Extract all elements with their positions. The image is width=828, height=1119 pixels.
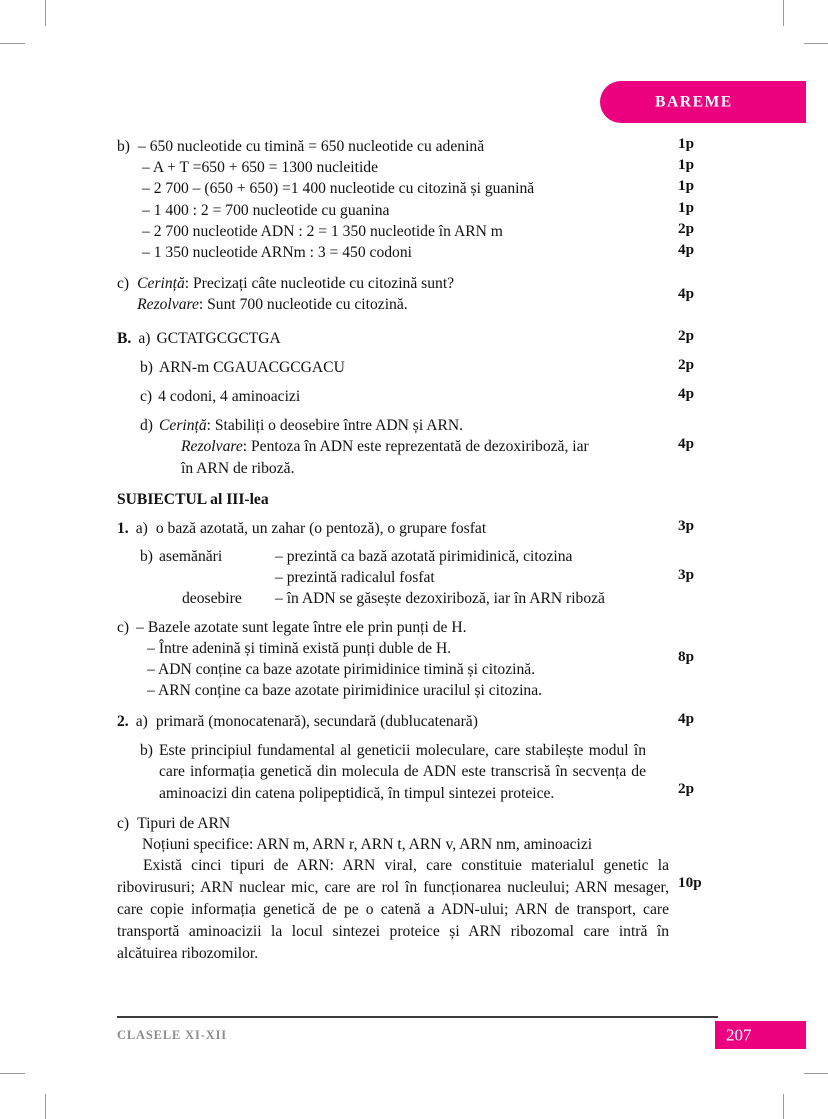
block-B-item-c-text: 4 codoni, 4 aminoacizi	[158, 388, 301, 406]
item1-c-line-2: – ADN conține ca baze azotate pirimidinice timină și citozină.	[147, 661, 536, 679]
item1-b-sub1: – prezintă ca bază azotată pirimidinică, citozina	[275, 548, 573, 566]
item2-a-text: primară (monocatenară), secundară (dublucatenară)	[155, 713, 478, 731]
block-c-cerinta	[117, 273, 700, 315]
block-b-text-2: – 2 700 – (650 + 650) =1 400 nucleotide cu citozină și guanină	[142, 180, 535, 198]
item1-b	[117, 546, 700, 610]
block-b-text-4: – 2 700 nucleotide ADN : 2 = 1 350 nucleotide în ARN m	[142, 222, 503, 240]
crop-mark-top-right-horizontal	[804, 43, 828, 44]
crop-mark-bottom-left-horizontal	[0, 1073, 25, 1074]
block-c-cerinta-label: Cerință	[137, 275, 185, 293]
item1-number: 1.	[117, 519, 129, 537]
block-B-item-d	[117, 415, 700, 479]
item1-b-mark: 3p	[678, 566, 695, 584]
crop-mark-bottom-left-vertical	[45, 1094, 46, 1119]
block-B-item-d-tag: d)	[140, 417, 153, 435]
block-b-mark-1: 1p	[678, 156, 695, 174]
block-b-text-0: – 650 nucleotide cu timină = 650 nucleotide cu adenină	[138, 138, 485, 155]
block-B-item-b-mark: 2p	[678, 355, 695, 373]
item1-a-mark: 3p	[678, 516, 695, 534]
block-b-mark-5: 4p	[678, 241, 695, 259]
block-b-line-4	[117, 221, 700, 242]
block-B-item-d-rezolvare-text: : Pentoza în ADN este reprezentată de dezoxiriboză, iar	[242, 438, 589, 456]
item2-a-mark: 4p	[678, 710, 695, 728]
block-c-rezolvare-label: Rezolvare	[137, 296, 199, 314]
item1-a-tag: a)	[135, 519, 148, 537]
footer-divider	[117, 1016, 718, 1018]
item2-b	[117, 740, 700, 805]
item1-c-line-1: – Între adenină și timină există punți duble de H.	[147, 639, 452, 657]
block-b-mark-3: 1p	[678, 198, 695, 216]
block-b-line-1	[117, 157, 700, 178]
item1-a	[117, 518, 700, 539]
answer-key-content	[117, 136, 700, 964]
item2-c-notiuni: Noțiuni specifice: ARN m, ARN r, ARN t, ARN v, ARN nm, aminoacizi	[142, 836, 593, 854]
item1-c-tag: c)	[117, 618, 130, 636]
item2-a-tag: a)	[135, 713, 148, 731]
block-B-item-d-rezolvare-text2: în ARN de riboză.	[181, 459, 295, 477]
block-B-item-d-cerinta-label: Cerință	[159, 417, 207, 435]
block-B-item-c-tag: c)	[140, 388, 153, 406]
page-number: 207	[726, 1025, 752, 1045]
block-c-cerinta-text: : Precizați câte nucleotide cu citozină sunt?	[184, 275, 455, 293]
block-b-line-3	[117, 200, 700, 221]
item1-a-text: o bază azotată, un zahar (o pentoză), o grupare fosfat	[155, 519, 487, 537]
block-b-text-1: – A + T =650 + 650 = 1300 nucleitide	[142, 159, 379, 177]
item2-c-title: Tipuri de ARN	[137, 815, 231, 833]
item1-c-line-3: – ARN conține ca baze azotate pirimidinice uracilul și citozina.	[147, 682, 543, 700]
block-b-text-5: – 1 350 nucleotide ARNm : 3 = 450 codoni	[142, 244, 412, 262]
block-B-item-d-rezolvare-label: Rezolvare	[181, 438, 243, 456]
block-B-item-a-tag: a)	[138, 329, 151, 347]
item2-b-text: Este principiul fundamental al geneticii moleculare, care stabilește modul în care informația genetică din molecula de ADN este transcrisă în secvența de aminoacizi din catena polipeptidică, în timpul sintezei proteice.	[159, 741, 646, 803]
block-B-item-d-cerinta-text: : Stabiliți o deosebire între ADN și ARN.	[206, 417, 464, 435]
block-b-mark-2: 1p	[678, 177, 695, 195]
bareme-banner	[600, 81, 806, 123]
crop-mark-bottom-right-horizontal	[804, 1073, 828, 1074]
item2-c-paragraph: Există cinci tipuri de ARN: ARN viral, care constituie materialul genetic la ribovirusuri; ARN nuclear mic, care are rol în funcționarea nucleului; ARN mesager, care copie informația genetică de pe o catenă a ADN-ului; ARN de transport, care transportă aminoacizii la locul sintezei proteice și ARN ribozomal care intră în alcătuirea ribozomilor.	[117, 857, 669, 962]
subject-heading: SUBIECTUL al III-lea	[117, 490, 269, 508]
block-c-tag: c)	[117, 275, 130, 293]
item1-c-mark: 8p	[678, 647, 695, 665]
subject-heading-row	[117, 489, 700, 510]
item2-c	[117, 813, 700, 964]
block-B-item-b-text: ARN-m CGAUACGCGACU	[159, 358, 345, 376]
block-B-item-c-mark: 4p	[678, 385, 695, 403]
block-b-line-2	[117, 178, 700, 199]
block-B-item-c	[117, 386, 700, 407]
block-B-item-d-mark: 4p	[678, 435, 695, 453]
crop-mark-top-right-vertical	[783, 0, 784, 26]
block-B-item-a	[117, 328, 700, 349]
block-b-text-3: – 1 400 : 2 = 700 nucleotide cu guanina	[142, 201, 390, 219]
item1-b-label-deosebire: deosebire	[182, 590, 242, 608]
block-B-item-b-tag: b)	[140, 358, 153, 376]
item1-b-label-asemanari: asemănări	[159, 548, 223, 566]
item2-number: 2.	[117, 713, 129, 731]
block-b-mark-4: 2p	[678, 219, 695, 237]
footer-classes-label: CLASELE XI-XII	[117, 1028, 228, 1042]
item2-b-mark: 2p	[678, 779, 695, 797]
block-B-item-a-mark: 2p	[678, 326, 695, 344]
bareme-banner-label: BAREME	[655, 93, 733, 111]
block-c-rezolvare-text: : Sunt 700 nucleotide cu citozină.	[198, 296, 408, 314]
block-b-tag: b)	[117, 138, 130, 155]
block-B-item-b	[117, 357, 700, 378]
block-B-item-a-text: GCTATGCGCTGA	[156, 329, 281, 347]
page-number-box	[715, 1021, 806, 1049]
item2-b-tag: b)	[140, 741, 153, 759]
block-b-mark-0: 1p	[678, 135, 695, 152]
item2-a	[117, 711, 700, 732]
item2-c-mark: 10p	[678, 874, 702, 892]
crop-mark-top-left-vertical	[45, 0, 46, 26]
item1-c	[117, 617, 700, 702]
item1-b-sub3: – în ADN se găsește dezoxiriboză, iar în ARN riboză	[275, 590, 605, 608]
block-c-mark: 4p	[678, 285, 695, 303]
item1-c-line-0: – Bazele azotate sunt legate între ele prin punți de H.	[136, 618, 467, 636]
crop-mark-bottom-right-vertical	[783, 1094, 784, 1119]
block-b-line-0	[117, 136, 700, 157]
item2-c-tag: c)	[117, 815, 130, 833]
item1-b-sub2: – prezintă radicalul fosfat	[275, 569, 435, 587]
crop-mark-top-left-horizontal	[0, 43, 25, 44]
block-B-tag: B.	[117, 329, 132, 347]
item1-b-tag: b)	[140, 548, 153, 566]
block-b-line-5	[117, 242, 700, 263]
